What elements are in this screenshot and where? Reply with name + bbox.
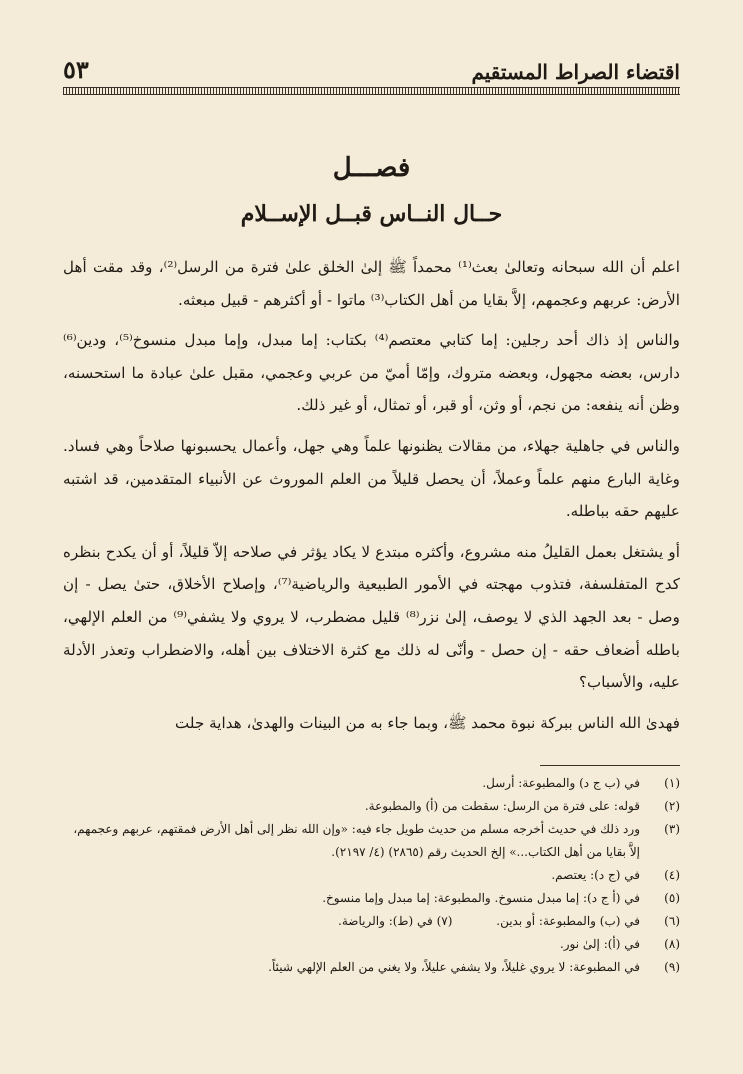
footnote [63, 795, 680, 818]
footnote-number: (٣) [664, 822, 680, 837]
footnote-text: في (أ ج د): إما مبدل منسوخ. والمطبوعة: إما مبدل وإما منسوخ. [322, 891, 640, 906]
footnote-number: (١) [664, 776, 680, 791]
footnote-text: ورد ذلك في حديث أخرجه مسلم من حديث طويل جاء فيه: «وإن الله نظر إلى أهل الأرض فمقتهم، عربهم وعجمهم، إلاَّ بقايا من أهل الكتاب...» إلخ الحديث رقم (٢٨٦٥) (٤/ ٢١٩٧). [73, 822, 640, 860]
paragraph: اعلم أن الله سبحانه وتعالىٰ بعث⁽¹⁾ محمداً ﷺ إلىٰ الخلق علىٰ فترة من الرسل⁽²⁾، وقد مقت أهل الأرض: عربهم وعجمهم، إلاَّ بقايا من أهل الكتاب⁽³⁾ ماتوا - أو أكثرهم - قبيل مبعثه. [63, 258, 680, 309]
footnote-inline-number: (٧) [436, 914, 453, 929]
footnotes [63, 772, 680, 979]
footnote [63, 818, 680, 864]
footnote-number: (٦) [664, 914, 680, 929]
footnote-number: (٥) [664, 891, 680, 906]
footnote-text: في (أ): إلىٰ نور. [559, 937, 640, 952]
footnote [63, 887, 680, 910]
running-title: اقتضاء الصراط المستقيم [471, 60, 680, 84]
footnote-number: (٤) [664, 868, 680, 883]
footnote-inline-text: في (ط): والرياضة. [338, 914, 433, 929]
page-number: ٥٣ [63, 55, 89, 84]
footnote [63, 864, 680, 887]
footnote [63, 933, 680, 956]
paragraph: فهدىٰ الله الناس ببركة نبوة محمد ﷺ، وبما جاء به من البينات والهدىٰ، هداية جلت [175, 713, 680, 732]
paragraph: والناس إذ ذاك أحد رجلين: إما كتابي معتصم⁽⁴⁾ بكتاب: إما مبدل، وإما مبدل منسوخ⁽⁵⁾، ودين⁽⁶⁾ دارس، بعضه مجهول، وبعضه متروك، وإمّا أميّ من عربي وعجمي، مقبل علىٰ عبادة ما استحسنه، وظن أنه ينفعه: من نجم، أو وثن، أو قبر، أو تمثال، أو غير ذلك. [63, 331, 681, 415]
section-heading: فصـــل [332, 153, 411, 183]
footnote-rule [540, 765, 680, 766]
footnote-text-part: في (ب) والمطبوعة: أو بدين. [496, 914, 640, 929]
footnote-number: (٢) [664, 799, 680, 814]
footnote [63, 910, 680, 933]
footnote-text: في (ج د): يعتصم. [551, 868, 640, 883]
footnote-text: في (ب ج د) والمطبوعة: أرسل. [482, 776, 640, 791]
body-text [63, 251, 680, 739]
page-header [63, 50, 680, 84]
footnote-text [63, 910, 640, 933]
footnote [63, 956, 680, 979]
footnote-text: في المطبوعة: لا يروي غليلاً، ولا يشفي عليلاً، ولا يغني من العلم الإلهي شيئاً. [268, 960, 640, 975]
footnote-text: قوله: على فترة من الرسل: سقطت من (أ) والمطبوعة. [364, 799, 640, 814]
footnote-number: (٩) [664, 960, 680, 975]
paragraph: والناس في جاهلية جهلاء، من مقالات يظنونها علماً وهي جهل، وأعمال يحسبونها صلاحاً وهي فساد. وغاية البارع منهم علماً وعملاً، أن يحصل قليلاً من العلم الموروث عن الأنبياء المتقدمين، قد اشتبه عليهم حقه بباطله. [63, 436, 680, 521]
footnote [63, 772, 680, 795]
header-rule [63, 87, 680, 95]
section-title: حــال النــاس قبــل الإســلام [240, 201, 503, 227]
paragraph: أو يشتغل بعمل القليلُ منه مشروع، وأكثره مبتدع لا يكاد يؤثر في صلاحه إلاّ قليلاً، أو أن يكدح بنظره كدح المتفلسفة، فتذوب مهجته في الأمور الطبيعية والرياضية⁽⁷⁾، وإصلاح الأخلاق، حتىٰ يصل - إن وصل - بعد الجهد الذي لا يوصف، إلىٰ نزر⁽⁸⁾ قليل مضطرب، لا يروي ولا يشفي⁽⁹⁾ من العلم الإلهي، باطله أضعاف حقه - إن حصل - وأنّى له ذلك مع كثرة الاختلاف بين أهله، والاضطراب وتعذر الأدلة عليه، والأسباب؟ [63, 542, 680, 692]
footnote-number: (٨) [664, 937, 680, 952]
